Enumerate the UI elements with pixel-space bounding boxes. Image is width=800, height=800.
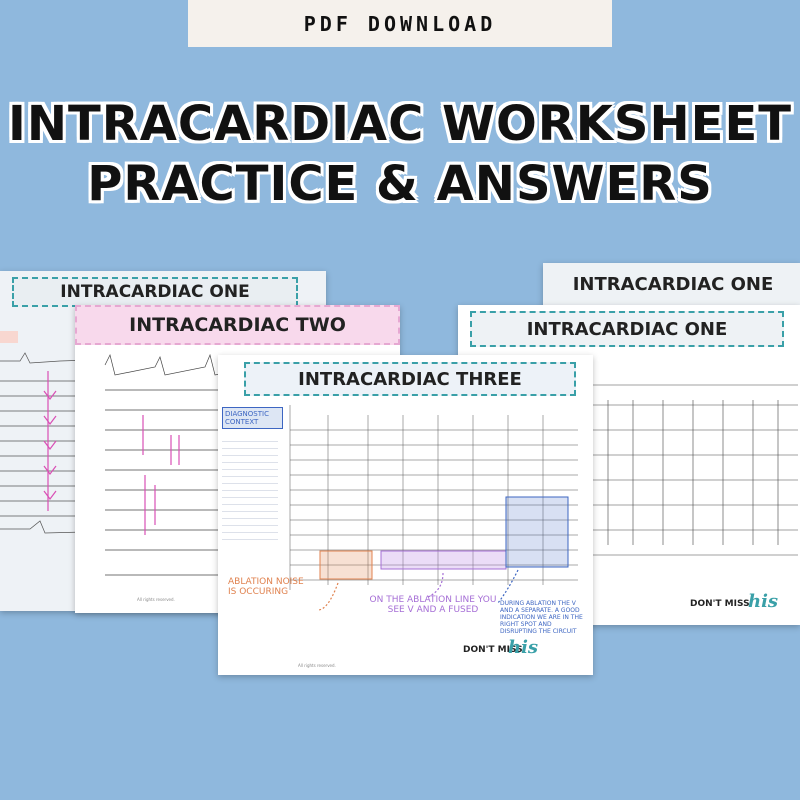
sheet-header: INTRACARDIAC TWO (75, 305, 400, 345)
diagnostic-context-label: DIAGNOSTIC CONTEXT (222, 407, 283, 429)
sheet-footnote: All rights reserved. (298, 663, 336, 668)
brand-text: DON'T MISS (690, 599, 750, 609)
sheet-header: INTRACARDIAC ONE (12, 277, 298, 307)
sheet-intracardiac-three (218, 355, 593, 675)
brand-logo: his (508, 637, 539, 658)
sheet-header: INTRACARDIAC THREE (244, 362, 576, 396)
sheet-header: INTRACARDIAC ONE (470, 311, 784, 347)
annotation-during-ablation: DURING ABLATION THE V AND A SEPARATE. A GOOD INDICATION WE ARE IN THE RIGHT SPOT AND DISRUPTING THE CIRCUIT (500, 600, 583, 635)
sheet-footnote: All rights reserved. (137, 597, 175, 602)
ablation-noise-highlight (320, 551, 372, 579)
brand-logo: his (748, 591, 779, 612)
separation-highlight (506, 497, 568, 567)
banner-label: PDF DOWNLOAD (303, 11, 497, 36)
brand-text: DON'T MISS (463, 645, 523, 655)
pdf-download-banner[interactable] (188, 0, 612, 47)
annotation-ablation-line: ON THE ABLATION LINE YOU SEE V AND A FUSED (369, 595, 497, 616)
title-line-1: INTRACARDIAC WORKSHEET (8, 96, 792, 152)
ablation-line-highlight (381, 551, 506, 569)
annotation-ablation-noise: ABLATION NOISE IS OCCURING (228, 577, 304, 598)
sheet-header: INTRACARDIAC ONE (572, 273, 774, 295)
title-line-2: PRACTICE & ANSWERS (87, 156, 713, 212)
